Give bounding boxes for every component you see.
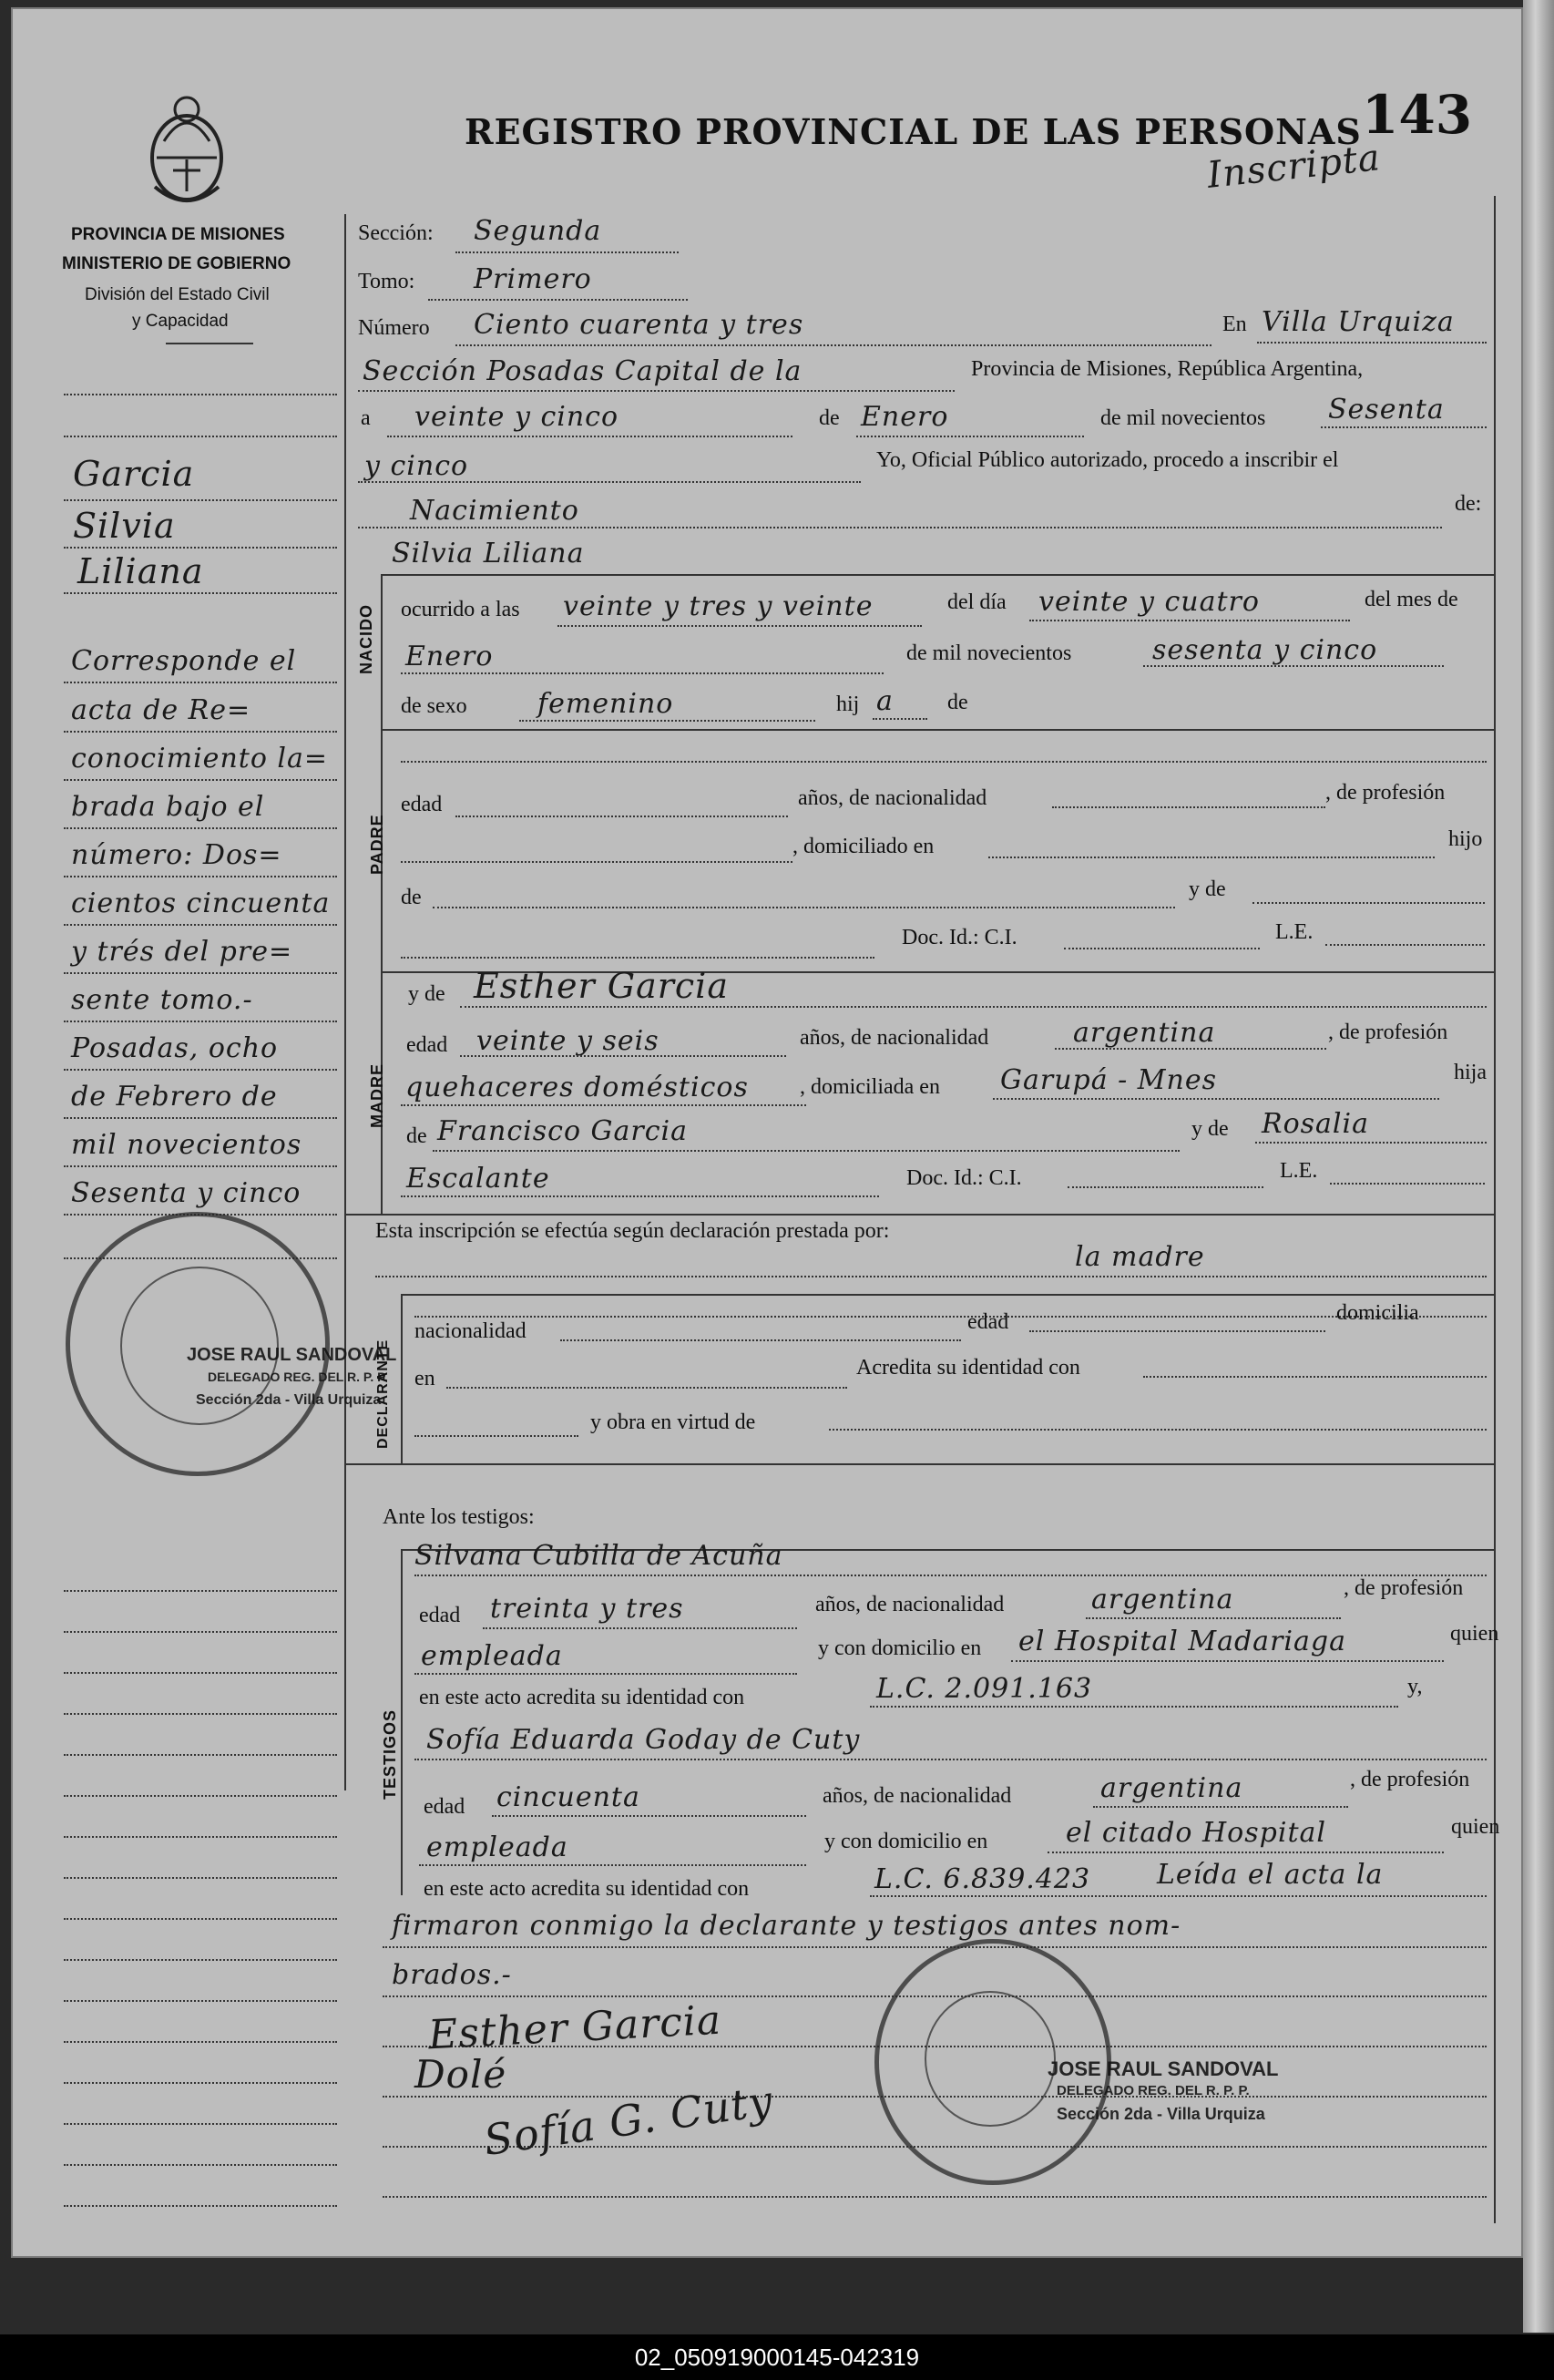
field-line bbox=[375, 1276, 1487, 1277]
field-line bbox=[1255, 1142, 1487, 1144]
field-line bbox=[519, 720, 815, 722]
madre-hija-label: hija bbox=[1454, 1061, 1487, 1084]
madre-anios-label: años, de nacionalidad bbox=[800, 1026, 989, 1050]
signature-official: Dolé bbox=[414, 2052, 507, 2097]
testigos-section-label: TESTIGOS bbox=[381, 1708, 399, 1800]
mes-value: Enero bbox=[861, 401, 949, 433]
del-dia-label: del día bbox=[947, 590, 1007, 614]
field-line bbox=[993, 1098, 1439, 1100]
margin-nombre2: Liliana bbox=[77, 551, 204, 591]
tomo-label: Tomo: bbox=[358, 270, 415, 293]
declarante-nacionalidad-label: nacionalidad bbox=[414, 1319, 527, 1343]
madre-profesion-label: , de profesión bbox=[1328, 1021, 1448, 1044]
t2-nombre: Sofía Eduarda Goday de Cuty bbox=[426, 1724, 861, 1756]
field-line bbox=[1048, 1852, 1444, 1853]
margin-rule bbox=[64, 924, 337, 926]
cierre-line2: firmaron conmigo la declarante y testigos antes nom- bbox=[392, 1910, 1181, 1942]
testigos-intro: Ante los testigos: bbox=[383, 1505, 535, 1529]
declarante-acredita-label: Acredita su identidad con bbox=[856, 1356, 1080, 1380]
en-value: Villa Urquiza bbox=[1262, 306, 1455, 338]
field-line bbox=[414, 1316, 1487, 1318]
field-line bbox=[1052, 806, 1325, 808]
madre-nombre: Esther Garcia bbox=[474, 966, 729, 1006]
sexo-value: femenino bbox=[537, 688, 674, 720]
ocurrido-label: ocurrido a las bbox=[401, 598, 520, 621]
field-line bbox=[387, 436, 792, 437]
field-line bbox=[1257, 342, 1487, 344]
field-line bbox=[1093, 1806, 1348, 1808]
seccion-value: Segunda bbox=[474, 215, 602, 247]
madre-profesion: quehaceres domésticos bbox=[405, 1072, 749, 1103]
t1-nacionalidad: argentina bbox=[1091, 1584, 1234, 1616]
document-title: REGISTRO PROVINCIAL DE LAS PERSONAS bbox=[465, 111, 1362, 152]
field-line bbox=[560, 1339, 961, 1341]
de-label: de bbox=[819, 406, 840, 430]
section-border bbox=[401, 1294, 403, 1463]
field-line bbox=[460, 1055, 786, 1057]
signature-madre: Esther Garcia bbox=[426, 1996, 723, 2059]
cierre-line3: brados.- bbox=[392, 1959, 512, 1991]
margin-rule bbox=[64, 779, 337, 781]
a-label: a bbox=[361, 406, 371, 430]
padre-le-label: L.E. bbox=[1275, 920, 1314, 944]
field-line bbox=[1330, 1183, 1485, 1185]
hij-value: a bbox=[876, 685, 894, 717]
t1-domicilio: el Hospital Madariaga bbox=[1018, 1626, 1346, 1657]
hora-value: veinte y tres y veinte bbox=[563, 590, 874, 622]
field-line bbox=[1325, 944, 1485, 946]
t1-acredita-label: en este acto acredita su identidad con bbox=[419, 1686, 745, 1709]
margin-line: sente tomo.- bbox=[71, 984, 253, 1016]
t1-anios-label: años, de nacionalidad bbox=[815, 1593, 1005, 1616]
field-line bbox=[383, 2196, 1487, 2198]
seal-bottom-name: JOSE RAUL SANDOVAL bbox=[1048, 2057, 1279, 2080]
nacido-nombre: Silvia Liliana bbox=[392, 538, 585, 569]
org-underline bbox=[166, 343, 253, 344]
field-line bbox=[401, 957, 874, 959]
field-line bbox=[1252, 902, 1485, 904]
numero-label: Número bbox=[358, 316, 430, 340]
del-mes-label: del mes de bbox=[1365, 588, 1458, 611]
margin-rule bbox=[64, 2041, 337, 2043]
t2-domicilio-label: y con domicilio en bbox=[824, 1830, 988, 1853]
margin-rule bbox=[64, 2123, 337, 2125]
declarante-obra-label: y obra en virtud de bbox=[590, 1411, 756, 1434]
padre-y-de-label: y de bbox=[1189, 877, 1226, 901]
mil-label: de mil novecientos bbox=[1100, 406, 1266, 430]
field-line bbox=[433, 1150, 1180, 1152]
anio-value: Sesenta bbox=[1328, 394, 1445, 426]
margin-rule bbox=[64, 731, 337, 733]
org-division: División del Estado Civil bbox=[85, 285, 270, 304]
field-line bbox=[1055, 1048, 1326, 1050]
field-line bbox=[401, 761, 1487, 763]
field-line bbox=[1321, 426, 1487, 428]
field-line bbox=[856, 436, 1084, 437]
margin-rule bbox=[64, 499, 337, 501]
lugar-value: Sección Posadas Capital de la bbox=[363, 355, 803, 387]
nacido-mes: Enero bbox=[405, 641, 494, 672]
madre-le-label: L.E. bbox=[1280, 1159, 1318, 1183]
acto-value: Nacimiento bbox=[410, 495, 579, 527]
field-line bbox=[1068, 1186, 1263, 1188]
field-line bbox=[873, 718, 927, 720]
margin-line: Posadas, ocho bbox=[71, 1032, 279, 1064]
hij-label: hij bbox=[836, 692, 860, 716]
field-line bbox=[401, 861, 792, 863]
field-line bbox=[1029, 1330, 1325, 1332]
margin-line: Sesenta y cinco bbox=[71, 1177, 302, 1209]
padre-de-label: de bbox=[401, 886, 422, 909]
margin-rule bbox=[64, 1877, 337, 1879]
madre-madre2: Escalante bbox=[406, 1163, 550, 1195]
t2-doc: L.C. 6.839.423 bbox=[874, 1863, 1091, 1895]
de-colon: de: bbox=[1455, 492, 1482, 516]
section-rule bbox=[344, 1214, 1494, 1216]
field-line bbox=[414, 1673, 797, 1675]
t1-edad: treinta y tres bbox=[490, 1593, 684, 1625]
margin-rule bbox=[64, 1590, 337, 1592]
field-line bbox=[455, 816, 788, 817]
field-line bbox=[557, 625, 922, 627]
seal-bottom-role: DELEGADO REG. DEL R. P. P. bbox=[1057, 2083, 1250, 2098]
margin-rule bbox=[64, 827, 337, 829]
madre-y-de-label: y de bbox=[408, 982, 445, 1006]
t2-edad: cincuenta bbox=[496, 1781, 640, 1813]
field-line bbox=[358, 390, 955, 392]
margin-line: y trés del pre= bbox=[71, 936, 293, 968]
padre-section-label: PADRE bbox=[368, 814, 386, 875]
madre-domicilio: Garupá - Mnes bbox=[1000, 1064, 1217, 1096]
t1-profesion: empleada bbox=[421, 1640, 563, 1672]
declarante-value: la madre bbox=[1075, 1241, 1205, 1273]
tomo-value: Primero bbox=[474, 263, 592, 295]
t2-quien-label: quien bbox=[1451, 1815, 1500, 1839]
margin-rule bbox=[64, 1713, 337, 1715]
section-rule bbox=[401, 1294, 1494, 1296]
section-rule bbox=[344, 1463, 1494, 1465]
padre-anios-label: años, de nacionalidad bbox=[798, 786, 987, 810]
margin-line: conocimiento la= bbox=[71, 743, 329, 775]
field-line bbox=[428, 299, 688, 301]
margin-line: cientos cincuenta bbox=[71, 887, 331, 919]
margin-rule bbox=[64, 547, 337, 549]
numero-value: Ciento cuarenta y tres bbox=[474, 309, 804, 341]
padre-profesion-label: , de profesión bbox=[1325, 781, 1446, 805]
margin-rule bbox=[64, 1165, 337, 1167]
field-line bbox=[492, 1815, 806, 1817]
right-border bbox=[1494, 1877, 1496, 2223]
field-line bbox=[414, 1575, 1487, 1576]
madre-de-label: de bbox=[406, 1124, 427, 1148]
coat-of-arms-icon bbox=[137, 87, 237, 214]
t1-y-label: y, bbox=[1407, 1675, 1423, 1698]
nacido-mil-label: de mil novecientos bbox=[906, 641, 1072, 665]
margin-rule bbox=[64, 1836, 337, 1838]
margin-rule bbox=[64, 1754, 337, 1756]
padre-doc-label: Doc. Id.: C.I. bbox=[902, 926, 1017, 949]
margin-rule bbox=[64, 1672, 337, 1674]
seccion-label: Sección: bbox=[358, 221, 434, 245]
en-label: En bbox=[1222, 313, 1247, 336]
margin-line: de Febrero de bbox=[71, 1081, 278, 1113]
margin-rule bbox=[64, 2000, 337, 2002]
t1-nombre: Silvana Cubilla de Acuña bbox=[414, 1540, 783, 1572]
cierre-line1: Leída el acta la bbox=[1157, 1859, 1384, 1891]
t2-domicilio: el citado Hospital bbox=[1066, 1817, 1326, 1849]
declarante-intro: Esta inscripción se efectúa según declaración prestada por: bbox=[375, 1219, 890, 1243]
nacido-de-label: de bbox=[947, 691, 968, 714]
margin-rule bbox=[64, 1918, 337, 1920]
official-seal-bottom-inner bbox=[925, 1991, 1056, 2127]
margin-rule bbox=[64, 1631, 337, 1633]
padre-edad-label: edad bbox=[401, 793, 443, 816]
madre-section-label: MADRE bbox=[368, 1063, 386, 1128]
margin-rule bbox=[64, 1795, 337, 1797]
madre-edad: veinte y seis bbox=[476, 1025, 659, 1057]
margin-rule bbox=[64, 592, 337, 594]
seal-left-role: DELEGADO REG. DEL R. P. P. bbox=[208, 1370, 388, 1384]
margin-rule bbox=[64, 972, 337, 974]
org-province: PROVINCIA DE MISIONES bbox=[71, 225, 285, 244]
field-line bbox=[1064, 948, 1260, 949]
t1-doc: L.C. 2.091.163 bbox=[876, 1673, 1093, 1705]
margin-rule bbox=[64, 436, 337, 437]
field-line bbox=[401, 1195, 879, 1197]
org-ministry: MINISTERIO DE GOBIERNO bbox=[62, 254, 291, 273]
yo-text: Yo, Oficial Público autorizado, procedo a inscribir el bbox=[876, 448, 1339, 472]
madre-y-de2-label: y de bbox=[1191, 1117, 1229, 1141]
page-number: 143 bbox=[1362, 84, 1473, 146]
margin-line: brada bajo el bbox=[71, 791, 265, 823]
field-line bbox=[460, 1006, 1487, 1008]
signature-testigo: Sofía G. Cuty bbox=[480, 2076, 776, 2165]
margin-rule bbox=[64, 876, 337, 877]
margin-line: acta de Re= bbox=[71, 694, 251, 726]
nacido-dia: veinte y cuatro bbox=[1038, 586, 1260, 618]
section-border bbox=[381, 574, 383, 729]
field-line bbox=[358, 481, 861, 483]
field-line bbox=[1011, 1660, 1444, 1662]
margin-rule bbox=[64, 1117, 337, 1119]
declarante-edad-label: edad bbox=[967, 1310, 1009, 1334]
field-line bbox=[383, 1946, 1487, 1948]
madre-doc-label: Doc. Id.: C.I. bbox=[906, 1166, 1022, 1190]
t2-profesion: empleada bbox=[426, 1831, 568, 1863]
field-line bbox=[870, 1706, 1398, 1708]
anio-value2: y cinco bbox=[364, 450, 469, 482]
seal-left-name: JOSE RAUL SANDOVAL bbox=[187, 1345, 397, 1365]
provincia-text: Provincia de Misiones, República Argentina, bbox=[971, 357, 1364, 381]
field-line bbox=[455, 251, 679, 253]
margin-rule bbox=[64, 682, 337, 683]
field-line bbox=[988, 857, 1435, 858]
dia-value: veinte y cinco bbox=[414, 401, 619, 433]
margin-line: número: Dos= bbox=[71, 839, 282, 871]
t2-nacionalidad: argentina bbox=[1100, 1772, 1243, 1804]
t1-edad-label: edad bbox=[419, 1604, 461, 1627]
madre-edad-label: edad bbox=[406, 1033, 448, 1057]
section-rule bbox=[381, 574, 1494, 576]
margin-rule bbox=[64, 2082, 337, 2084]
field-line bbox=[870, 1895, 1487, 1897]
field-line bbox=[414, 1759, 1487, 1760]
margin-nombre1: Silvia bbox=[73, 506, 176, 546]
padre-hijo-label: hijo bbox=[1448, 827, 1483, 851]
madre-madre: Rosalia bbox=[1262, 1108, 1370, 1140]
t1-quien-label: quien bbox=[1450, 1622, 1499, 1646]
declarante-section-label: DECLARANTE bbox=[375, 1339, 391, 1449]
org-capacidad: y Capacidad bbox=[132, 312, 229, 331]
field-line bbox=[446, 1387, 847, 1389]
declarante-en-label: en bbox=[414, 1367, 435, 1390]
field-line bbox=[1143, 1376, 1487, 1378]
t2-edad-label: edad bbox=[424, 1795, 465, 1819]
seal-left-sec: Sección 2da - Villa Urquiza bbox=[196, 1392, 382, 1408]
t1-profesion-label: , de profesión bbox=[1344, 1576, 1464, 1600]
t2-anios-label: años, de nacionalidad bbox=[823, 1784, 1012, 1808]
section-border bbox=[401, 1549, 403, 1895]
margin-rule bbox=[64, 2164, 337, 2166]
document-code: 02_050919000145-042319 bbox=[634, 2344, 920, 2371]
inscripta-annotation: Inscripta bbox=[1205, 137, 1383, 197]
book-edge bbox=[1523, 0, 1554, 2333]
field-line bbox=[483, 1627, 797, 1629]
nacido-section-label: NACIDO bbox=[357, 604, 375, 674]
margin-rule bbox=[64, 2205, 337, 2207]
main-column-divider bbox=[344, 214, 346, 1790]
declarante-domicilia-label: domicilia bbox=[1336, 1301, 1419, 1325]
madre-domiciliada-label: , domiciliada en bbox=[800, 1075, 940, 1099]
field-line bbox=[829, 1429, 1487, 1431]
t2-profesion-label: , de profesión bbox=[1350, 1768, 1470, 1791]
field-line bbox=[455, 344, 1212, 346]
field-line bbox=[414, 1435, 578, 1437]
margin-rule bbox=[64, 1959, 337, 1961]
field-line bbox=[419, 1864, 806, 1866]
field-line bbox=[401, 1104, 806, 1106]
field-line bbox=[1143, 665, 1444, 667]
margin-line: Corresponde el bbox=[71, 645, 297, 677]
nacido-anio: sesenta y cinco bbox=[1152, 634, 1378, 666]
field-line bbox=[433, 907, 1175, 908]
madre-nacionalidad: argentina bbox=[1073, 1017, 1216, 1049]
field-line bbox=[1086, 1617, 1341, 1619]
margin-rule bbox=[64, 1021, 337, 1022]
margin-rule bbox=[64, 394, 337, 395]
margin-apellido: Garcia bbox=[73, 454, 195, 494]
t1-domicilio-label: y con domicilio en bbox=[818, 1636, 982, 1660]
madre-padre: Francisco Garcia bbox=[437, 1115, 689, 1147]
field-line bbox=[358, 527, 1442, 528]
margin-rule bbox=[64, 1069, 337, 1071]
seal-bottom-sec: Sección 2da - Villa Urquiza bbox=[1057, 2105, 1265, 2123]
field-line bbox=[401, 672, 884, 674]
padre-domiciliado-label: , domiciliado en bbox=[792, 835, 935, 858]
sexo-label: de sexo bbox=[401, 694, 467, 718]
t2-acredita-label: en este acto acredita su identidad con bbox=[424, 1877, 750, 1901]
field-line bbox=[1029, 620, 1350, 621]
margin-line: mil novecientos bbox=[71, 1129, 302, 1161]
section-rule bbox=[381, 729, 1494, 731]
